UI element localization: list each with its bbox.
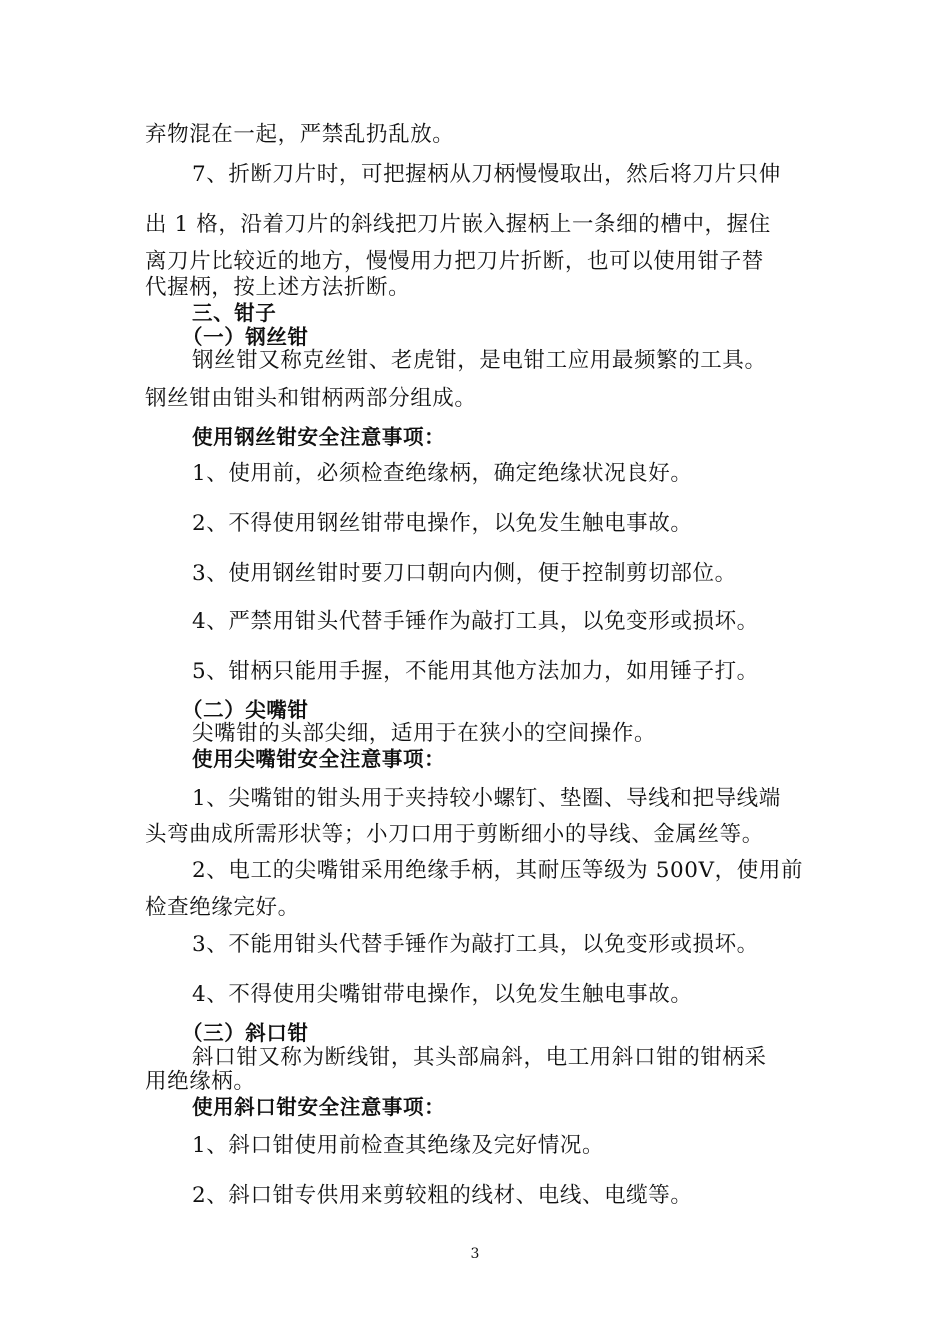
text-line: 检查绝缘完好。 [145,895,300,920]
text-line: 斜口钳又称为断线钳，其头部扁斜，电工用斜口钳的钳柄采 [192,1045,767,1070]
list-item: 3、使用钢丝钳时要刀口朝向内侧，便于控制剪切部位。 [192,561,737,586]
list-item: 3、不能用钳头代替手锤作为敲打工具，以免变形或损坏。 [192,932,759,957]
text-line: 7、折断刀片时，可把握柄从刀柄慢慢取出，然后将刀片只伸 [192,162,781,187]
subsection-heading: （二）尖嘴钳 [182,698,309,722]
list-item: 1、尖嘴钳的钳头用于夹持较小螺钉、垫圈、导线和把导线端 [192,786,781,811]
text-line: 代握柄，按上述方法折断。 [145,275,411,300]
bold-heading: 使用钢丝钳安全注意事项： [192,425,446,449]
text-line: 头弯曲成所需形状等；小刀口用于剪断细小的导线、金属丝等。 [145,822,764,847]
list-item: 2、斜口钳专供用来剪较粗的线材、电线、电缆等。 [192,1183,693,1208]
subsection-heading: （三）斜口钳 [182,1021,309,1045]
text-line: 钢丝钳又称克丝钳、老虎钳，是电钳工应用最频繁的工具。 [192,348,767,373]
subsection-heading: （一）钢丝钳 [182,325,309,349]
bold-heading: 使用尖嘴钳安全注意事项： [192,747,446,771]
bold-heading: 使用斜口钳安全注意事项： [192,1095,446,1119]
list-item: 4、不得使用尖嘴钳带电操作，以免发生触电事故。 [192,982,693,1007]
list-item: 2、电工的尖嘴钳采用绝缘手柄，其耐压等级为 500V，使用前 [192,858,804,883]
list-item: 2、不得使用钢丝钳带电操作，以免发生触电事故。 [192,511,693,536]
text-line: 尖嘴钳的头部尖细，适用于在狭小的空间操作。 [192,721,657,746]
list-item: 5、钳柄只能用手握，不能用其他方法加力，如用锤子打。 [192,659,759,684]
text-line: 用绝缘柄。 [145,1069,256,1094]
text-line: 弃物混在一起，严禁乱扔乱放。 [145,122,455,147]
text-line: 离刀片比较近的地方，慢慢用力把刀片折断，也可以使用钳子替 [145,249,764,274]
page-number: 3 [470,1246,480,1262]
text-line: 钢丝钳由钳头和钳柄两部分组成。 [145,386,477,411]
text-line: 出 1 格，沿着刀片的斜线把刀片嵌入握柄上一条细的槽中，握住 [145,212,771,237]
list-item: 4、严禁用钳头代替手锤作为敲打工具，以免变形或损坏。 [192,609,759,634]
section-heading: 三、钳子 [192,301,277,325]
list-item: 1、使用前，必须检查绝缘柄，确定绝缘状况良好。 [192,461,693,486]
list-item: 1、斜口钳使用前检查其绝缘及完好情况。 [192,1133,605,1158]
